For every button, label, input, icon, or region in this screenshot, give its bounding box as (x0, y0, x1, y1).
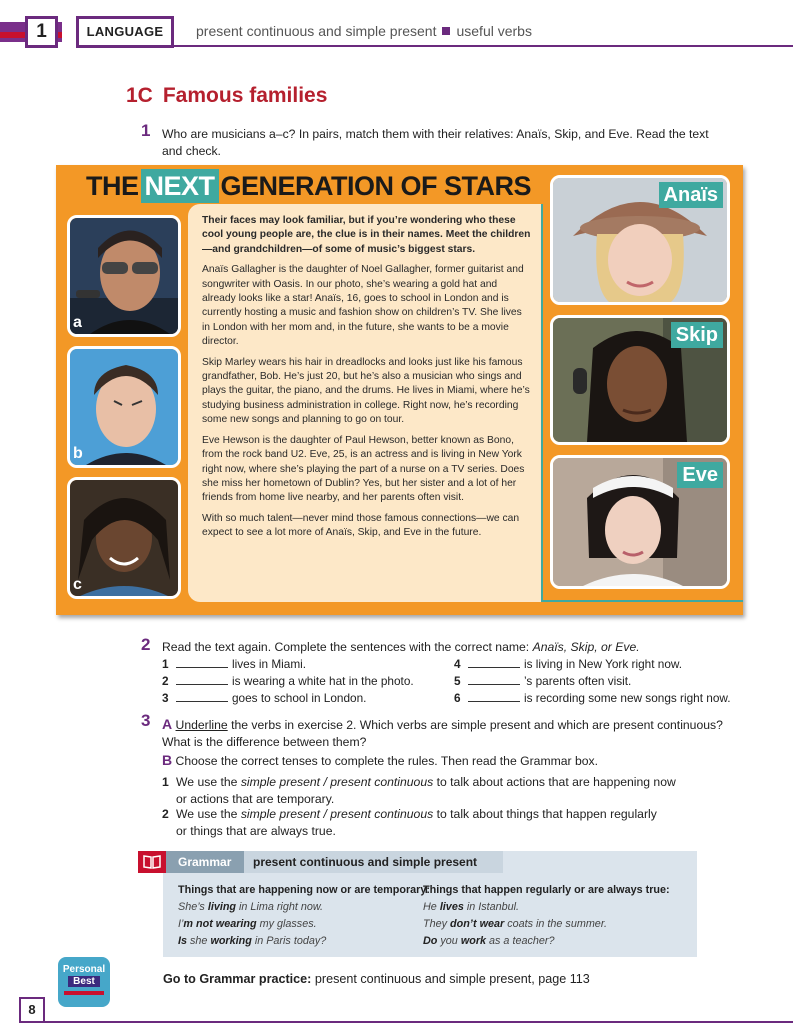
exercise-1-text: Who are musicians a–c? In pairs, match them with their relatives: Anaïs, Skip, and Eve. Read the text and check. (162, 127, 709, 158)
example-3: Do you work as a teacher? (423, 935, 555, 947)
sentence-number: 6 (454, 691, 461, 705)
noel-portrait-icon (70, 349, 178, 465)
underline-word: Underline (175, 718, 228, 732)
example-2: I’m not wearing my glasses. (178, 918, 317, 930)
example-3: Is she working in Paris today? (178, 935, 327, 947)
photo-label-b: b (73, 445, 83, 462)
sentence-number: 4 (454, 657, 461, 671)
rule-choice[interactable]: simple present / present continuous (240, 807, 434, 821)
article-title (86, 171, 531, 202)
grammar-subtitle: present continuous and simple present (244, 851, 503, 873)
grammar-tab (138, 851, 166, 873)
photo-anais (550, 175, 730, 305)
sentence-text: is recording some new songs right now. (524, 691, 731, 705)
part-b-label: B (162, 752, 173, 768)
article-paragraph-conclusion: With so much talent—never mind those famous connections—we can expect to see a lot more of Anaïs, Skip, and Eve in the future. (202, 512, 520, 539)
answer-blank[interactable] (176, 675, 228, 685)
title-highlight: NEXT (141, 169, 219, 203)
sentence-4 (454, 656, 682, 673)
sentence-text: is living in New York right now. (524, 657, 683, 671)
rule-number: 1 (162, 775, 169, 789)
header-rule (174, 45, 793, 47)
bono-portrait-icon (70, 218, 178, 334)
photo-eve (550, 455, 730, 589)
part-a-text: the verbs in exercise 2. Which verbs are simple present and which are present continuous? What is the difference between them? (162, 718, 723, 749)
photo-b-noel (67, 346, 181, 468)
name-tag-skip: Skip (671, 322, 723, 348)
sentence-number: 2 (162, 674, 169, 688)
name-tag-anais: Anaïs (659, 182, 723, 208)
instruction-names: Anaïs, Skip, or Eve. (532, 640, 640, 654)
grammar-column-simple (423, 882, 670, 950)
rule-number: 2 (162, 807, 169, 821)
page-header (0, 0, 793, 50)
magazine-article-panel (56, 165, 743, 615)
sentence-number: 1 (162, 657, 169, 671)
article-divider-bottom (541, 600, 743, 602)
section-label: LANGUAGE (76, 16, 174, 48)
sentence-text: lives in Miami. (232, 657, 307, 671)
instruction-text: Read the text again. Complete the sentences with the correct name: (162, 640, 533, 654)
grammar-column-continuous (178, 882, 430, 950)
lesson-title (126, 84, 327, 108)
rule-text: We use the (176, 807, 241, 821)
article-paragraph-anais: Anaïs Gallagher is the daughter of Noel Gallagher, former guitarist and songwriter with Oasis. In our photo, she’s wearing a gold hat and already looks like a star! Anaïs, 16, goes to school in London and is currently hosting a music and fashion show on children’s TV. She lives in London with her mom and, in the future, she wants to be a movie director. (202, 264, 524, 348)
logo-bar (64, 991, 104, 995)
sentence-5 (454, 673, 631, 690)
book-icon (138, 851, 166, 873)
footer-rule (45, 1021, 793, 1023)
exercise-1-number: 1 (141, 121, 151, 140)
sentence-text: ’s parents often visit. (524, 674, 632, 688)
exercise-3b (162, 752, 598, 770)
part-a-label: A (162, 716, 173, 732)
page-number: 8 (19, 997, 45, 1023)
example-1: She’s living in Lima right now. (178, 901, 324, 913)
unit-number: 1 (25, 16, 58, 48)
sentence-2 (162, 673, 414, 690)
title-rest: GENERATION OF STARS (220, 171, 532, 201)
square-bullet-icon (442, 27, 450, 35)
answer-blank[interactable] (176, 692, 228, 702)
example-1: He lives in Istanbul. (423, 901, 520, 913)
photo-label-a: a (73, 314, 82, 331)
personal-best-logo (58, 957, 110, 1007)
article-intro: Their faces may look familiar, but if you’re wondering who these cool young people are, the clue is in their names. Meet the children—and grandchildren—of some of music’s biggest stars. (202, 215, 531, 255)
article-body (188, 204, 542, 602)
answer-blank[interactable] (176, 658, 228, 668)
sentence-text: goes to school in London. (232, 691, 367, 705)
rule-choice[interactable]: simple present / present continuous (240, 775, 434, 789)
exercise-2-number: 2 (141, 635, 151, 654)
sentence-1 (162, 656, 306, 673)
lesson-code: 1C (126, 84, 153, 107)
answer-blank[interactable] (468, 692, 520, 702)
exercise-3-number: 3 (141, 711, 151, 730)
topic-vocabulary: useful verbs (456, 23, 532, 39)
photo-skip (550, 315, 730, 445)
photo-a-bono (67, 215, 181, 337)
bob-portrait-icon (70, 480, 178, 596)
logo-line-2: Best (68, 976, 100, 987)
article-paragraph-eve: Eve Hewson is the daughter of Paul Hewson, better known as Bono, from the rock band U2. Eve, 25, is an actress and is living in New York right now, where she’s playing the part of a nurse on a TV series. Does she miss her hometown of Dublin? Yes, but her sister and a lot of her friends from home live nearby, and her parents often visit. (202, 434, 525, 504)
practice-reference: present continuous and simple present, page 113 (311, 972, 590, 986)
header-topics (196, 23, 532, 39)
rule-text: to talk about things that happen regularly (433, 807, 657, 821)
photo-label-c: c (73, 576, 82, 593)
column-heading: Things that are happening now or are temporary: (178, 884, 430, 896)
practice-label: Go to Grammar practice: (163, 972, 312, 986)
sentence-number: 3 (162, 691, 169, 705)
part-b-text: Choose the correct tenses to complete the rules. Then read the Grammar box. (175, 754, 599, 768)
answer-blank[interactable] (468, 675, 520, 685)
column-heading: Things that happen regularly or are always true: (423, 884, 670, 896)
exercise-2-instruction (162, 639, 640, 656)
sentence-3 (162, 690, 366, 707)
article-divider (541, 204, 543, 602)
lesson-name: Famous families (162, 84, 328, 107)
sentence-6 (454, 690, 731, 707)
rule-text: or things that are always true. (176, 823, 336, 838)
example-2: They don’t wear coats in the summer. (423, 918, 608, 930)
rule-text: We use the (176, 775, 241, 789)
grammar-practice-link[interactable] (163, 972, 590, 986)
answer-blank[interactable] (468, 658, 520, 668)
logo-line-1: Personal (62, 964, 106, 975)
name-tag-eve: Eve (677, 462, 723, 488)
article-paragraph-skip: Skip Marley wears his hair in dreadlocks and looks just like his famous grandfather, Bob. He’s just 20, but he’s also a musician who sings and plays the guitar, the piano, and the drums. He lives in Miami, where he’s studying business administration in college. Right now, he’s recording some new songs and planning to go on tour. (202, 356, 530, 426)
photo-c-bob (67, 477, 181, 599)
sentence-number: 5 (454, 674, 461, 688)
rule-2 (162, 806, 657, 839)
rule-text: to talk about actions that are happening now (433, 775, 676, 789)
rule-1 (162, 774, 676, 807)
rule-text: or actions that are temporary. (176, 791, 335, 806)
exercise-3a (162, 716, 742, 750)
title-word-the: THE (86, 171, 139, 201)
grammar-label: Grammar (166, 851, 244, 873)
sentence-text: is wearing a white hat in the photo. (232, 674, 414, 688)
topic-grammar: present continuous and simple present (196, 23, 437, 39)
